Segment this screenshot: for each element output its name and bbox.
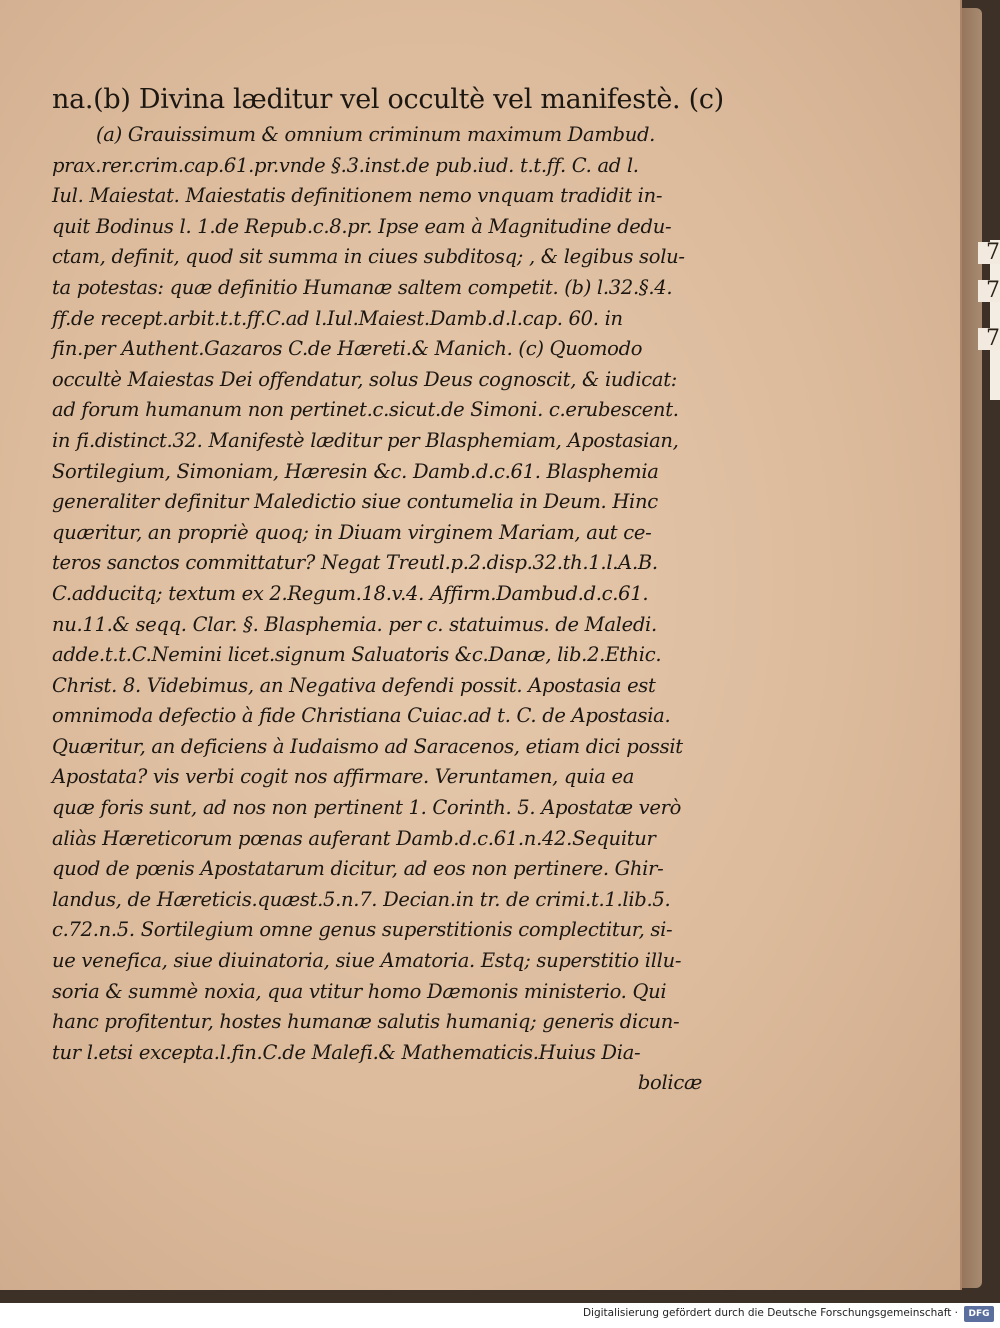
text-line: quit Bodinus l. 1.de Repub.c.8.pr. Ipse eam à Magnitudine dedu- [52, 214, 672, 238]
text-line: ta potestas: quæ definitio Humanæ saltem competit. (b) l.32.§.4. [52, 275, 673, 299]
text-line: quod de pœnis Apostatarum dicitur, ad eos non pertinere. Ghir- [52, 857, 664, 881]
text-line: Sortilegium, Simoniam, Hæresin &c. Damb.d.c.61. Blasphemia [52, 459, 659, 483]
text-line: omnimoda defectio à fide Christiana Cuiac.ad t. C. de Apostasia. [52, 704, 671, 728]
margin-tab: 7 [978, 328, 1000, 350]
text-line: ue venefica, siue diuinatoria, siue Amatoria. Estq; superstitio illu- [52, 949, 682, 973]
footer-bar [0, 1303, 1000, 1328]
text-line: Christ. 8. Videbimus, an Negativa defendi possit. Apostasia est [52, 673, 656, 697]
text-line: generaliter definitur Maledictio siue contumelia in Deum. Hinc [52, 490, 658, 514]
text-line: Iul. Maiestat. Maiestatis definitionem nemo vnquam tradidit in- [52, 184, 663, 208]
text-line: adde.t.t.C.Nemini licet.signum Saluatoris &c.Danæ, lib.2.Ethic. [52, 643, 662, 667]
text-line: (a) Grauissimum & omnium criminum maximum Dambud. [96, 123, 656, 146]
text-line: ad forum humanum non pertinet.c.sicut.de Simoni. c.erubescent. [52, 398, 679, 422]
funding-credit: Digitalisierung gefördert durch die Deutsche Forschungsgemeinschaft · [582, 1307, 958, 1319]
text-line: in fi.distinct.32. Manifestè læditur per Blasphemiam, Apostasian, [52, 428, 679, 452]
text-line: C.adducitq; textum ex 2.Regum.18.v.4. Affirm.Dambud.d.c.61. [52, 581, 649, 605]
text-line: ff.de recept.arbit.t.t.ff.C.ad l.Iul.Maiest.Damb.d.l.cap. 60. in [52, 306, 623, 330]
text-line: fin.per Authent.Gazaros C.de Hæreti.& Manich. (c) Quomodo [52, 337, 643, 361]
text-line: hanc profitentur, hostes humanæ salutis humaniq; generis dicun- [52, 1010, 680, 1034]
page-text-block [52, 82, 724, 1099]
page-heading: na.(b) Divina læditur vel occultè vel manifestè. (c) [52, 84, 724, 115]
dfg-logo-icon: DFG [964, 1306, 994, 1322]
text-line: teros sanctos committatur? Negat Treutl.p.2.disp.32.th.1.l.A.B. [52, 551, 658, 575]
catchword: bolicæ [637, 1071, 702, 1095]
text-line: landus, de Hæreticis.quæst.5.n.7. Decian.in tr. de crimi.t.1.lib.5. [52, 887, 671, 911]
text-line: nu.11.& seqq. Clar. §. Blasphemia. per c. statuimus. de Maledi. [52, 612, 657, 636]
text-line: aliàs Hæreticorum pœnas auferant Damb.d.c.61.n.42.Sequitur [52, 826, 656, 850]
text-line: soria & summè noxia, qua vtitur homo Dæmonis ministerio. Qui [52, 979, 667, 1003]
margin-tabs [978, 230, 1000, 410]
text-line: occultè Maiestas Dei offendatur, solus Deus cognoscit, & iudicat: [52, 367, 678, 391]
text-line: Apostata? vis verbi cogit nos affirmare. Veruntamen, quia ea [52, 765, 635, 789]
text-line: tur l.etsi excepta.l.fin.C.de Malefi.& Mathematicis.Huius Dia- [52, 1040, 641, 1064]
text-line: ctam, definit, quod sit summa in ciues subditosq; , & legibus solu- [52, 245, 685, 269]
margin-tab: 7 [978, 280, 1000, 302]
text-line: quæritur, an propriè quoq; in Diuam virginem Mariam, aut ce- [52, 520, 652, 544]
text-line: quæ foris sunt, ad nos non pertinent 1. Corinth. 5. Apostatæ verò [52, 796, 682, 820]
text-line: prax.rer.crim.cap.61.pr.vnde §.3.inst.de pub.iud. t.t.ff. C. ad l. [52, 153, 639, 177]
text-line: c.72.n.5. Sortilegium omne genus superstitionis complectitur, si- [52, 918, 673, 942]
margin-tab: 7 [978, 242, 1000, 264]
text-line: Quæritur, an deficiens à Iudaismo ad Saracenos, etiam dici possit [52, 734, 683, 758]
